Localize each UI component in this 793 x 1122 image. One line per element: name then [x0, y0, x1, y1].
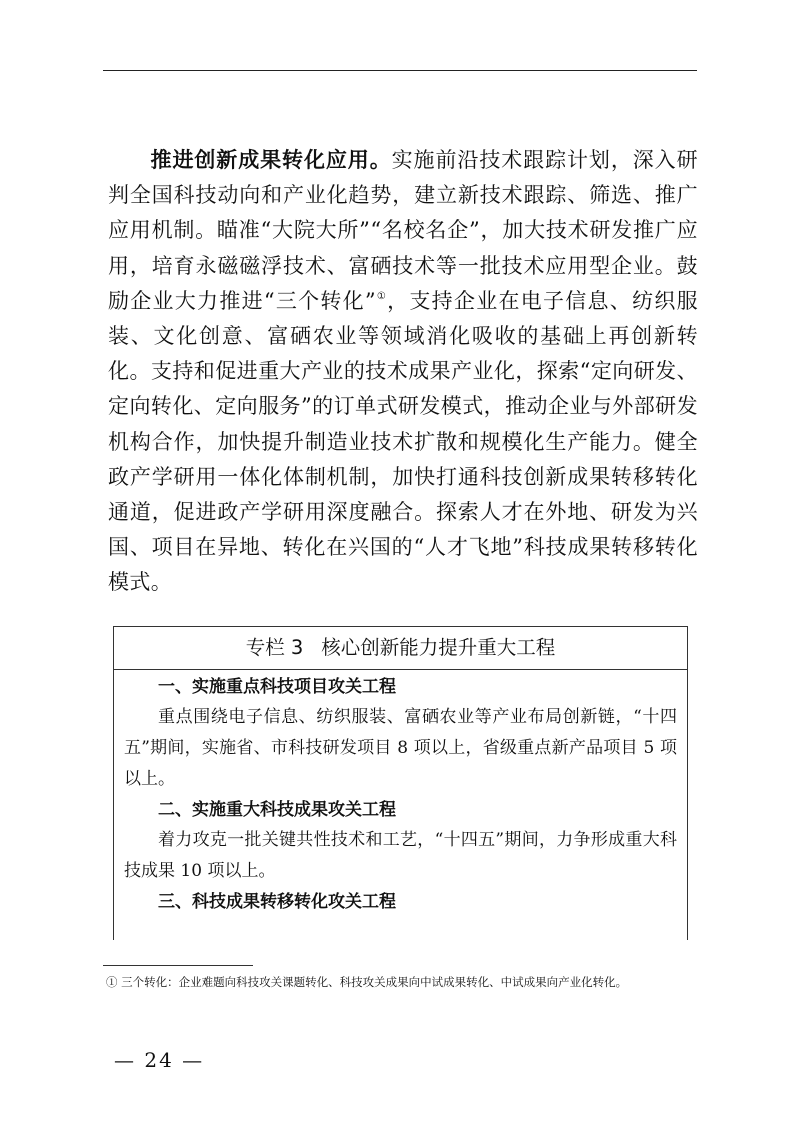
column-content — [114, 670, 687, 917]
footnote-reference[interactable]: ① — [376, 290, 388, 302]
main-paragraph — [108, 143, 698, 601]
section-heading-3: 三、科技成果转移转化攻关工程 — [158, 892, 396, 912]
footnote — [106, 974, 696, 990]
section-text-2: 着力攻克一批关键共性技术和工艺，“十四五”期间，力争形成重大科技成果 10 项以上。 — [124, 830, 677, 881]
footnote-rule — [103, 965, 253, 966]
footnote-text: 三个转化：企业难题向科技攻关课题转化、科技攻关成果向中试成果转化、中试成果向产业化转化。 — [121, 975, 628, 989]
paragraph-lead: 推进创新成果转化应用。 — [150, 148, 392, 172]
section-heading-2: 二、实施重大科技成果攻关工程 — [158, 800, 396, 820]
column-label: 专栏 3 — [245, 636, 304, 659]
column-title: 核心创新能力提升重大工程 — [321, 636, 556, 659]
header-rule — [103, 70, 697, 71]
page-number: — 24 — — [114, 1048, 205, 1072]
section-heading-1: 一、实施重点科技项目攻关工程 — [158, 677, 396, 697]
footnote-mark: ① — [106, 975, 118, 989]
column-title-bar — [114, 627, 687, 670]
paragraph-text-part2: ，支持企业在电子信息、纺织服装、文化创意、富硒农业等领域消化吸收的基础上再创新转化。支持和促进重大产业的技术成果产业化，探索“定向研发、定向转化、定向服务”的订单式研发模式，推动企业与外部研发机构合作，加快提升制造业技术扩散和规模化生产能力。健全政产学研用一体化体制机制，加快打通科技创新成果转移转化通道，促进政产学研用深度融合。探索人才在外地、研发为兴国、项目在异地、转化在兴国的“人才飞地”科技成果转移转化模式。 — [108, 288, 698, 595]
section-text-1: 重点围绕电子信息、纺织服装、富硒农业等产业布局创新链，“十四五”期间，实施省、市科技研发项目 8 项以上，省级重点新产品项目 5 项以上。 — [124, 707, 677, 789]
paragraph-text-part1: 实施前沿技术跟踪计划，深入研判全国科技动向和产业化趋势，建立新技术跟踪、筛选、推广应用机制。瞄准“大院大所”“名校名企”，加大技术研发推广应用，培育永磁磁浮技术、富硒技术等一批技术应用型企业。鼓励企业大力推进“三个转化” — [108, 148, 698, 313]
column-box — [113, 626, 688, 940]
